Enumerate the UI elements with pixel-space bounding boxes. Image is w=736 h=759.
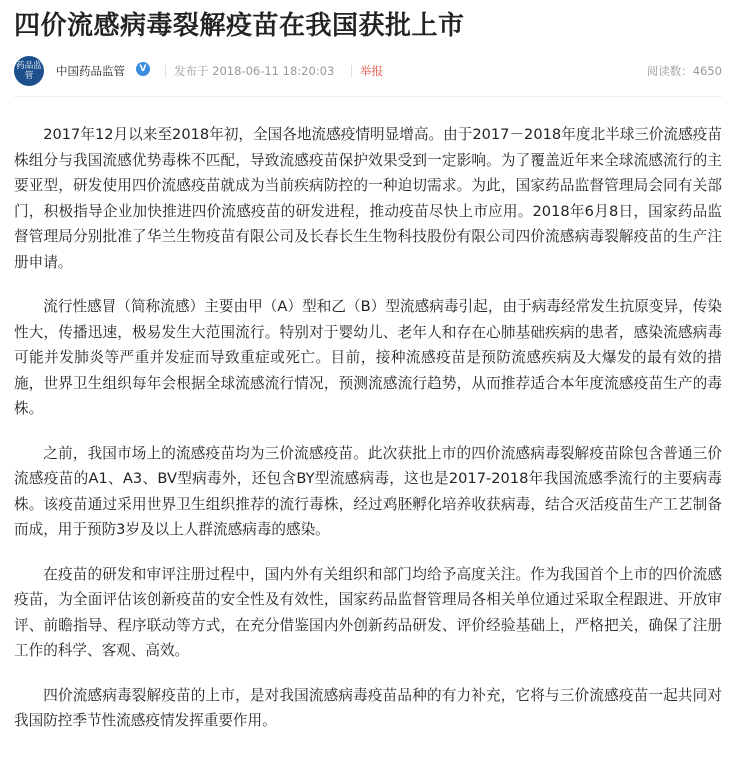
avatar-text: 药品监管: [16, 61, 42, 81]
paragraph: 四价流感病毒裂解疫苗的上市，是对我国流感病毒疫苗品种的有力补充，它将与三价流感疫苗一起共同对我国防控季节性流感疫情发挥重要作用。: [14, 686, 722, 729]
report-link[interactable]: 举报: [360, 64, 383, 78]
header-divider: [14, 96, 722, 97]
meta-divider: [165, 65, 166, 77]
article-title: 四价流感病毒裂解疫苗在我国获批上市: [14, 11, 465, 41]
read-count: 阅读数：4650: [646, 64, 722, 78]
author-name[interactable]: 中国药品监管: [56, 64, 125, 78]
article-meta: [14, 56, 722, 86]
article-body: [14, 122, 722, 753]
author-avatar[interactable]: [14, 56, 44, 86]
publish-time: 发布于 2018-06-11 18:20:03: [174, 64, 335, 78]
verified-badge-icon: V: [136, 62, 150, 76]
paragraph: 之前，我国市场上的流感疫苗均为三价流感疫苗。此次获批上市的四价流感病毒裂解疫苗除包含普通三价流感疫苗的A1、A3、BV型病毒外，还包含BY型流感病毒，这也是2017-2018年我国流感季流行的主要病毒株。该疫苗通过采用世界卫生组织推荐的流行毒株，经过鸡胚孵化培养收获病毒，结合灭活疫苗生产工艺制备而成，用于预防3岁及以上人群流感病毒的感染。: [14, 444, 722, 538]
meta-divider: [351, 65, 352, 77]
paragraph: 在疫苗的研发和审评注册过程中，国内外有关组织和部门均给予高度关注。作为我国首个上市的四价流感疫苗，为全面评估该创新疫苗的安全性及有效性，国家药品监督管理局各相关单位通过采取全程跟进、开放审评、前瞻指导、程序联动等方式，在充分借鉴国内外创新药品研发、评价经验基础上，严格把关，确保了注册工作的科学、客观、高效。: [14, 565, 722, 659]
paragraph: 流行性感冒（简称流感）主要由甲（A）型和乙（B）型流感病毒引起，由于病毒经常发生抗原变异，传染性大，传播迅速，极易发生大范围流行。特别对于婴幼儿、老年人和存在心肺基础疾病的患者，感染流感病毒可能并发肺炎等严重并发症而导致重症或死亡。目前，接种流感疫苗是预防流感疾病及大爆发的最有效的措施，世界卫生组织每年会根据全球流感流行情况，预测流感流行趋势，从而推荐适合本年度流感疫苗生产的毒株。: [14, 298, 722, 417]
paragraph: 2017年12月以来至2018年初，全国各地流感疫情明显增高。由于2017－2018年度北半球三价流感疫苗株组分与我国流感优势毒株不匹配，导致流感疫苗保护效果受到一定影响。为了覆盖近年来全球流感流行的主要亚型，研发使用四价流感疫苗就成为当前疾病防控的一种迫切需求。为此，国家药品监督管理局会同有关部门，积极指导企业加快推进四价流感疫苗的研发进程，推动疫苗尽快上市应用。2018年6月8日，国家药品监督管理局分别批准了华兰生物疫苗有限公司及长春长生生物科技股份有限公司四价流感病毒裂解疫苗的生产注册申请。: [14, 126, 722, 271]
